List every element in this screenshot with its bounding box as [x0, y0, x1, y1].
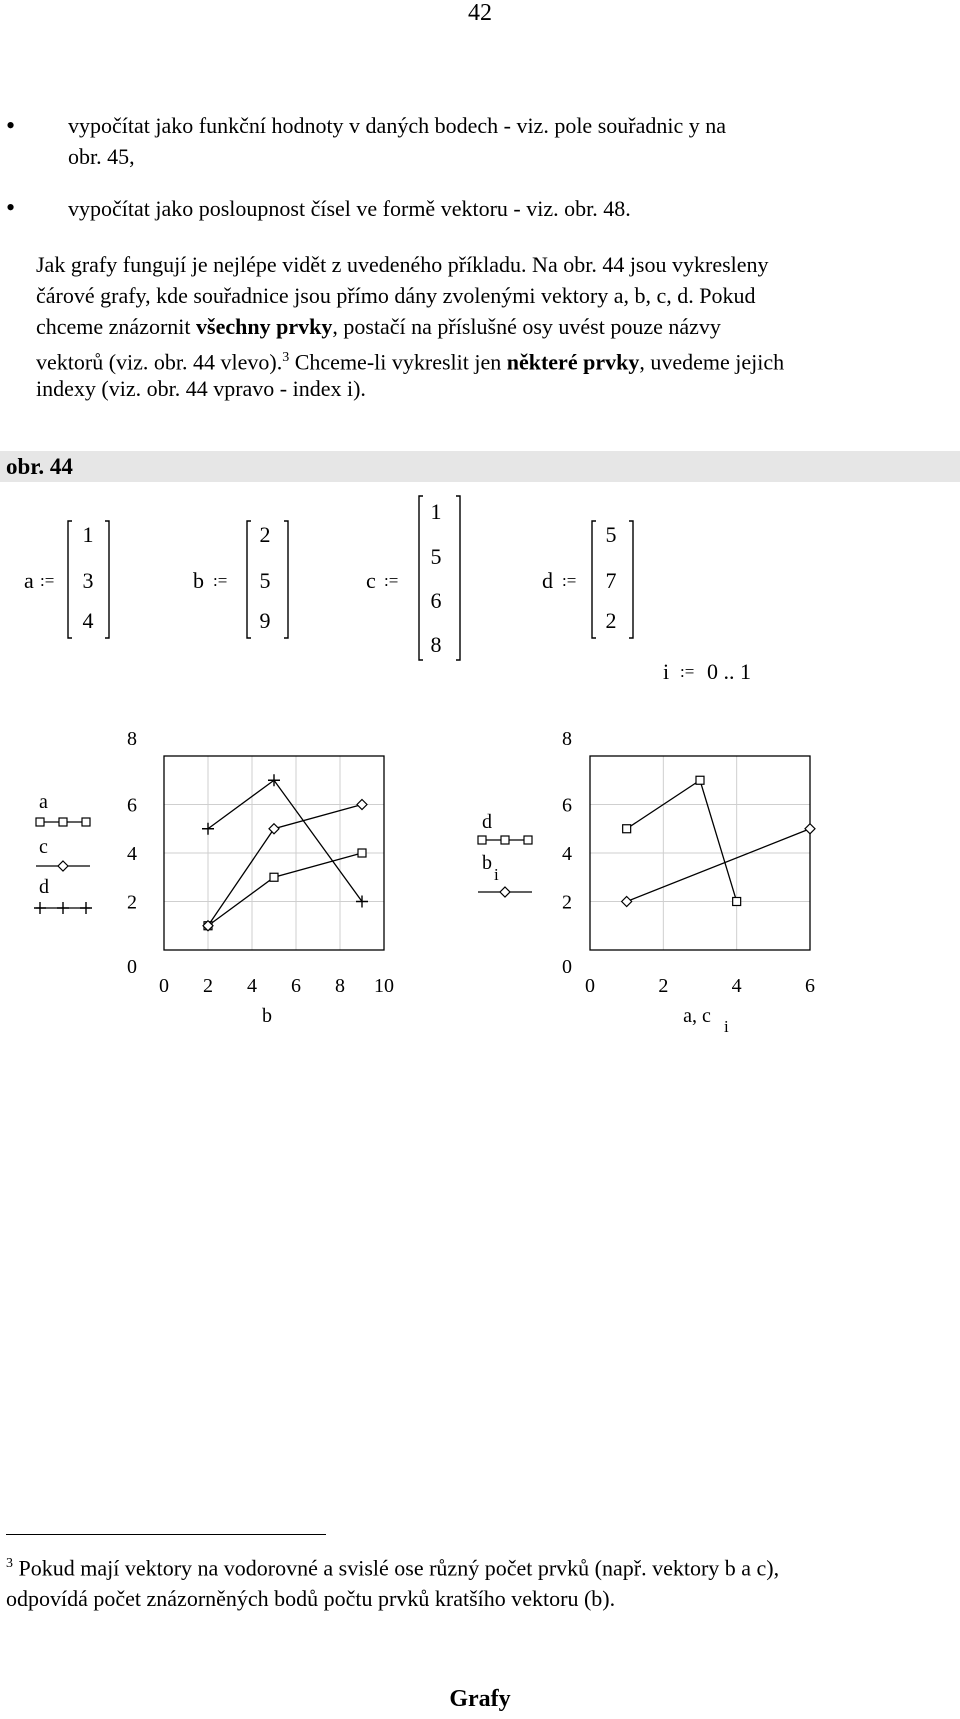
- paragraph-emphasis: všechny prvky: [196, 314, 333, 339]
- vector-c-element: 1: [430, 499, 442, 524]
- x-tick-labels: [159, 975, 394, 997]
- legend-label-a: a: [39, 791, 48, 813]
- vector-c-element: 8: [430, 632, 442, 657]
- right-chart: [478, 728, 815, 1036]
- footnote: [6, 1548, 958, 1614]
- assign-op: :=: [40, 571, 55, 590]
- range-op: :=: [680, 662, 695, 681]
- x-tick-label: 2: [658, 975, 669, 997]
- legend-marker: [80, 902, 92, 914]
- series-line-d: [208, 780, 362, 901]
- x-tick-label: 8: [335, 975, 345, 997]
- y-tick-label: 0: [127, 956, 137, 978]
- legend-marker: [478, 836, 486, 844]
- x-tick-label: 0: [585, 975, 595, 997]
- legend-marker: [500, 887, 510, 897]
- vector-a-element: 3: [82, 568, 94, 593]
- figure-label-bar: [0, 451, 960, 482]
- legend-label-subscript: i: [494, 865, 499, 884]
- bullet-dot: •: [6, 111, 16, 140]
- y-tick-labels: [562, 728, 572, 978]
- vector-d-element: 5: [605, 522, 617, 547]
- series-line-d: [627, 780, 737, 901]
- legend-sample-d: [478, 836, 532, 844]
- series-lines: [622, 776, 815, 906]
- vector-b-element: 5: [259, 568, 271, 593]
- data-point-d: [268, 774, 280, 786]
- paragraph-text: , postačí na příslušné osy uvést pouze názvy: [332, 314, 721, 339]
- x-tick-label: 10: [374, 975, 394, 997]
- paragraph-line-2: čárové grafy, kde souřadnice jsou přímo dány zvolenými vektory a, b, c, d. Pokud: [36, 283, 756, 308]
- vector-name-b: b: [193, 568, 204, 593]
- footnote-rule: [6, 1534, 326, 1535]
- figure-44: [0, 490, 960, 1050]
- legend-label-d: d: [39, 876, 49, 898]
- x-tick-label: 6: [291, 975, 301, 997]
- legend-marker: [36, 818, 44, 826]
- legend-sample-a: [36, 818, 90, 826]
- y-tick-label: 6: [562, 794, 572, 817]
- paragraph-text: vektorů (viz. obr. 44 vlevo).: [36, 349, 283, 375]
- page-footer-title: Grafy: [449, 1686, 511, 1712]
- legend: [34, 791, 92, 914]
- vector-name-c: c: [366, 568, 376, 593]
- range-name: i: [663, 659, 670, 684]
- range-value: 0 .. 1: [707, 659, 751, 684]
- vector-c-element: 6: [430, 588, 442, 613]
- vector-b-element: 2: [259, 522, 271, 547]
- vector-d-element: 7: [605, 568, 617, 593]
- legend-marker: [524, 836, 532, 844]
- paragraph-text: , uvedeme jejich: [639, 349, 785, 375]
- legend-marker: [501, 836, 509, 844]
- vector-a-element: 1: [82, 522, 94, 547]
- data-point-b: [805, 824, 815, 834]
- y-tick-label: 6: [127, 794, 137, 817]
- bullet-2-line-1: vypočítat jako posloupnost čísel ve formě vektoru - viz. obr. 48.: [68, 196, 631, 221]
- data-point-d: [623, 825, 631, 833]
- legend-marker: [58, 861, 68, 871]
- bullet-1-line-1: vypočítat jako funkční hodnoty v daných bodech - viz. pole souřadnic y na: [68, 113, 726, 138]
- bullet-dot: •: [6, 193, 16, 222]
- legend-marker: [59, 818, 67, 826]
- footnote-reference: 3: [282, 350, 290, 365]
- vector-name-d: d: [542, 568, 553, 593]
- footnote-text: Pokud mají vektory na vodorovné a svislé ose různý počet prvků (např. vektory b a c),: [13, 1555, 780, 1581]
- paragraph-line-1: Jak grafy fungují je nejlépe vidět z uvedeného příkladu. Na obr. 44 jsou vykresleny: [36, 252, 769, 277]
- x-tick-label: 4: [731, 975, 742, 997]
- assign-op: :=: [384, 571, 399, 590]
- y-tick-label: 8: [127, 728, 137, 750]
- legend-sample-b: [478, 887, 532, 897]
- data-point-a: [270, 873, 278, 881]
- vector-d-element: 2: [605, 608, 617, 633]
- footnote-line-2: odpovídá počet znázorněných bodů počtu prvků kratšího vektoru (b).: [6, 1586, 616, 1612]
- y-tick-label: 2: [562, 891, 572, 914]
- paragraph-text: chceme znázornit: [36, 314, 197, 339]
- assign-op: :=: [213, 571, 228, 590]
- legend-sample-c: [36, 861, 90, 871]
- legend-sample-d: [34, 902, 92, 914]
- paragraph-line-3: [36, 311, 721, 342]
- legend-marker: [57, 902, 69, 914]
- x-axis-label-subscript: i: [724, 1017, 729, 1036]
- vector-c-element: 5: [430, 544, 442, 569]
- bullet-1-line-2: obr. 45,: [68, 144, 135, 169]
- paragraph-text: Chceme-li vykreslit jen: [289, 349, 507, 375]
- figure-label: obr. 44: [6, 454, 73, 479]
- data-point-a: [358, 849, 366, 857]
- y-tick-label: 4: [562, 843, 572, 865]
- vector-definitions: [24, 496, 751, 684]
- x-axis-label: a, c: [683, 1005, 711, 1027]
- x-axis-label: b: [262, 1005, 272, 1027]
- data-point-c: [357, 800, 367, 810]
- series-line-a: [208, 853, 362, 926]
- x-tick-label: 0: [159, 975, 169, 997]
- legend: [478, 811, 532, 897]
- legend-label-b: b: [482, 852, 492, 874]
- y-tick-label: 4: [127, 843, 137, 865]
- left-chart: [34, 728, 394, 1027]
- y-tick-labels: [127, 728, 137, 978]
- legend-marker: [82, 818, 90, 826]
- data-point-b: [622, 897, 632, 907]
- data-point-d: [696, 776, 704, 784]
- legend-label-d: d: [482, 811, 492, 833]
- grid: [590, 756, 810, 950]
- y-tick-label: 8: [562, 728, 572, 750]
- x-tick-labels: [585, 975, 815, 997]
- footnote-line-1: [6, 1548, 958, 1583]
- vector-name-a: a: [24, 568, 34, 593]
- page-number: 42: [468, 0, 492, 26]
- vector-a-element: 4: [82, 608, 94, 633]
- footnote-marker: 3: [6, 1556, 13, 1571]
- legend-marker: [34, 902, 46, 914]
- x-tick-label: 6: [805, 975, 815, 997]
- data-point-c: [269, 824, 279, 834]
- data-point-d: [202, 823, 214, 835]
- x-tick-label: 2: [203, 975, 213, 997]
- legend-label-c: c: [39, 836, 48, 858]
- x-tick-label: 4: [247, 975, 257, 997]
- data-point-d: [356, 896, 368, 908]
- series-line-c: [208, 805, 362, 926]
- assign-op: :=: [562, 571, 577, 590]
- y-tick-label: 0: [562, 956, 572, 978]
- paragraph-emphasis: některé prvky: [506, 349, 640, 375]
- data-point-d: [733, 898, 741, 906]
- y-tick-label: 2: [127, 891, 137, 914]
- vector-b-element: 9: [259, 608, 271, 633]
- paragraph-line-5: indexy (viz. obr. 44 vpravo - index i).: [36, 376, 366, 401]
